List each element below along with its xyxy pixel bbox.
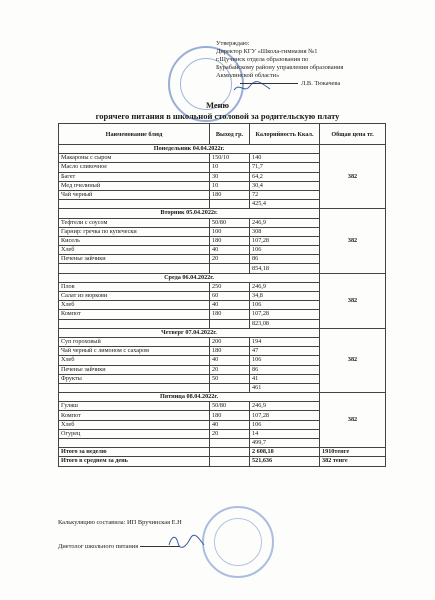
dish-portion: 50 <box>210 374 250 383</box>
dish-portion: 10 <box>210 181 250 190</box>
menu-table <box>58 123 386 467</box>
day-total-empty-1 <box>59 200 210 209</box>
day-total-empty-1 <box>59 264 210 273</box>
day-header-row <box>59 209 386 218</box>
day-header-row <box>59 145 386 154</box>
approval-line-3: г.Щучинск отдела образования по <box>216 56 309 63</box>
dish-name: Фрукты <box>59 374 210 383</box>
menu-subtitle: горячего питания в школьной столовой за родительскую плату <box>95 111 340 121</box>
dish-kcal: 72 <box>250 190 320 199</box>
header-dish: Наименование блюд <box>59 124 210 145</box>
dish-kcal: 140 <box>250 154 320 163</box>
dish-portion: 40 <box>210 420 250 429</box>
day-total-empty-1 <box>59 439 210 448</box>
total-kcal: 2 608,18 <box>250 448 320 457</box>
header-portion: Выход гр. <box>210 124 250 145</box>
day-total-kcal: 461 <box>250 383 320 392</box>
dish-kcal: 106 <box>250 420 320 429</box>
dish-kcal: 86 <box>250 255 320 264</box>
day-price: 382 <box>320 328 386 392</box>
avg-total-row <box>59 457 386 466</box>
day-total-kcal: 823,08 <box>250 319 320 328</box>
dish-portion: 40 <box>210 356 250 365</box>
menu-title: Меню <box>205 100 230 110</box>
dish-portion: 40 <box>210 246 250 255</box>
dish-name: Тефтели с соусом <box>59 218 210 227</box>
signature-line <box>240 83 298 84</box>
dish-name: Хлеб <box>59 246 210 255</box>
dish-name: Огурец <box>59 429 210 438</box>
day-header-row <box>59 393 386 402</box>
dish-portion: 50/80 <box>210 402 250 411</box>
dish-kcal: 71,7 <box>250 163 320 172</box>
total-label: Итого в среднем за день <box>59 457 210 466</box>
dish-name: Суп гороховый <box>59 337 210 346</box>
day-name: Вторник 05.04.2022г. <box>59 209 320 218</box>
total-price: 382 тенге <box>320 457 386 466</box>
dish-name: Гуляш <box>59 402 210 411</box>
dish-name: Хлеб <box>59 420 210 429</box>
dish-name: Чай черный с лимоном с сахаром <box>59 347 210 356</box>
day-name: Четверг 07.04.2022г. <box>59 328 320 337</box>
day-total-kcal: 499,7 <box>250 439 320 448</box>
dish-portion: 180 <box>210 411 250 420</box>
school-stamp <box>202 506 274 578</box>
dish-kcal: 47 <box>250 347 320 356</box>
dish-kcal: 41 <box>250 374 320 383</box>
dish-portion: 20 <box>210 429 250 438</box>
menu-table-body <box>59 145 386 467</box>
day-total-empty-2 <box>210 319 250 328</box>
approval-line-5: Акмолинской области» <box>216 72 280 79</box>
dish-name: Компот <box>59 411 210 420</box>
week-total-row <box>59 448 386 457</box>
dish-kcal: 106 <box>250 246 320 255</box>
day-total-empty-2 <box>210 439 250 448</box>
dish-name: Мед пчелиный <box>59 181 210 190</box>
header-price: Общая цена тг. <box>320 124 386 145</box>
table-header-row <box>59 124 386 145</box>
dish-kcal: 246,9 <box>250 282 320 291</box>
day-header-row <box>59 328 386 337</box>
dish-kcal: 246,9 <box>250 402 320 411</box>
day-total-empty-1 <box>59 383 210 392</box>
day-name: Среда 06.04.2022г. <box>59 273 320 282</box>
dish-name: Печенье зайчики <box>59 365 210 374</box>
day-header-row <box>59 273 386 282</box>
dish-name: Компот <box>59 310 210 319</box>
dish-portion: 30 <box>210 172 250 181</box>
dish-portion: 180 <box>210 190 250 199</box>
day-total-empty-2 <box>210 264 250 273</box>
day-total-empty-1 <box>59 319 210 328</box>
day-name: Понедельник 04.04.2022г. <box>59 145 320 154</box>
dish-kcal: 246,9 <box>250 218 320 227</box>
header-kcal: Калорийность Ккал. <box>250 124 320 145</box>
approval-line-4: Бурабайскому району управления образования <box>216 64 344 71</box>
dish-name: Печенье зайчики <box>59 255 210 264</box>
dish-name: Макароны с сыром <box>59 154 210 163</box>
dish-portion: 180 <box>210 236 250 245</box>
dish-portion: 200 <box>210 337 250 346</box>
dish-kcal: 86 <box>250 365 320 374</box>
dish-portion: 20 <box>210 255 250 264</box>
dish-kcal: 107,28 <box>250 411 320 420</box>
dish-name: Плов <box>59 282 210 291</box>
total-label: Итого за неделю <box>59 448 210 457</box>
dish-name: Чай черный <box>59 190 210 199</box>
approval-line-1: Утверждаю: <box>216 40 250 47</box>
dish-kcal: 106 <box>250 356 320 365</box>
dish-name: Багет <box>59 172 210 181</box>
dish-portion: 180 <box>210 347 250 356</box>
day-price: 382 <box>320 273 386 328</box>
dish-kcal: 34,8 <box>250 292 320 301</box>
total-price: 1910тенге <box>320 448 386 457</box>
dish-name: Масло сливочное <box>59 163 210 172</box>
dish-portion: 10 <box>210 163 250 172</box>
calc-author: Калькуляцию составила: ИП Вручинская Е.Н <box>58 519 182 526</box>
total-empty <box>210 457 250 466</box>
dish-portion: 20 <box>210 365 250 374</box>
dish-portion: 50/80 <box>210 218 250 227</box>
dish-portion: 60 <box>210 292 250 301</box>
approval-line-2: Директор КГУ «Школа-гимназия №1 <box>216 48 318 55</box>
dish-kcal: 64,2 <box>250 172 320 181</box>
dish-portion: 40 <box>210 301 250 310</box>
dish-name: Гарнир: гречка по купечески <box>59 227 210 236</box>
dish-portion: 250 <box>210 282 250 291</box>
day-total-empty-2 <box>210 383 250 392</box>
day-total-empty-2 <box>210 200 250 209</box>
dish-name: Хлеб <box>59 301 210 310</box>
dish-kcal: 107,28 <box>250 236 320 245</box>
dish-portion: 100 <box>210 227 250 236</box>
total-kcal: 521,636 <box>250 457 320 466</box>
dish-kcal: 106 <box>250 301 320 310</box>
dish-kcal: 308 <box>250 227 320 236</box>
dish-portion: 180 <box>210 310 250 319</box>
dish-kcal: 14 <box>250 429 320 438</box>
dish-name: Кисель <box>59 236 210 245</box>
day-name: Пятница 08.04.2022г. <box>59 393 320 402</box>
day-total-kcal: 854,18 <box>250 264 320 273</box>
total-empty <box>210 448 250 457</box>
day-total-kcal: 425,4 <box>250 200 320 209</box>
dish-kcal: 30,4 <box>250 181 320 190</box>
dietitian-label: Диетолог школьного питания <box>58 543 139 550</box>
approval-block <box>216 40 431 88</box>
dish-kcal: 194 <box>250 337 320 346</box>
dietitian-signature <box>166 533 206 549</box>
day-price: 382 <box>320 145 386 209</box>
dish-name: Салат из моркови <box>59 292 210 301</box>
dish-portion: 150/10 <box>210 154 250 163</box>
day-price: 382 <box>320 209 386 273</box>
dish-kcal: 107,28 <box>250 310 320 319</box>
dish-name: Хлеб <box>59 356 210 365</box>
day-price: 382 <box>320 393 386 448</box>
approval-signer: Л.В. Тюкачева <box>301 80 341 87</box>
dietitian-line <box>58 543 180 550</box>
